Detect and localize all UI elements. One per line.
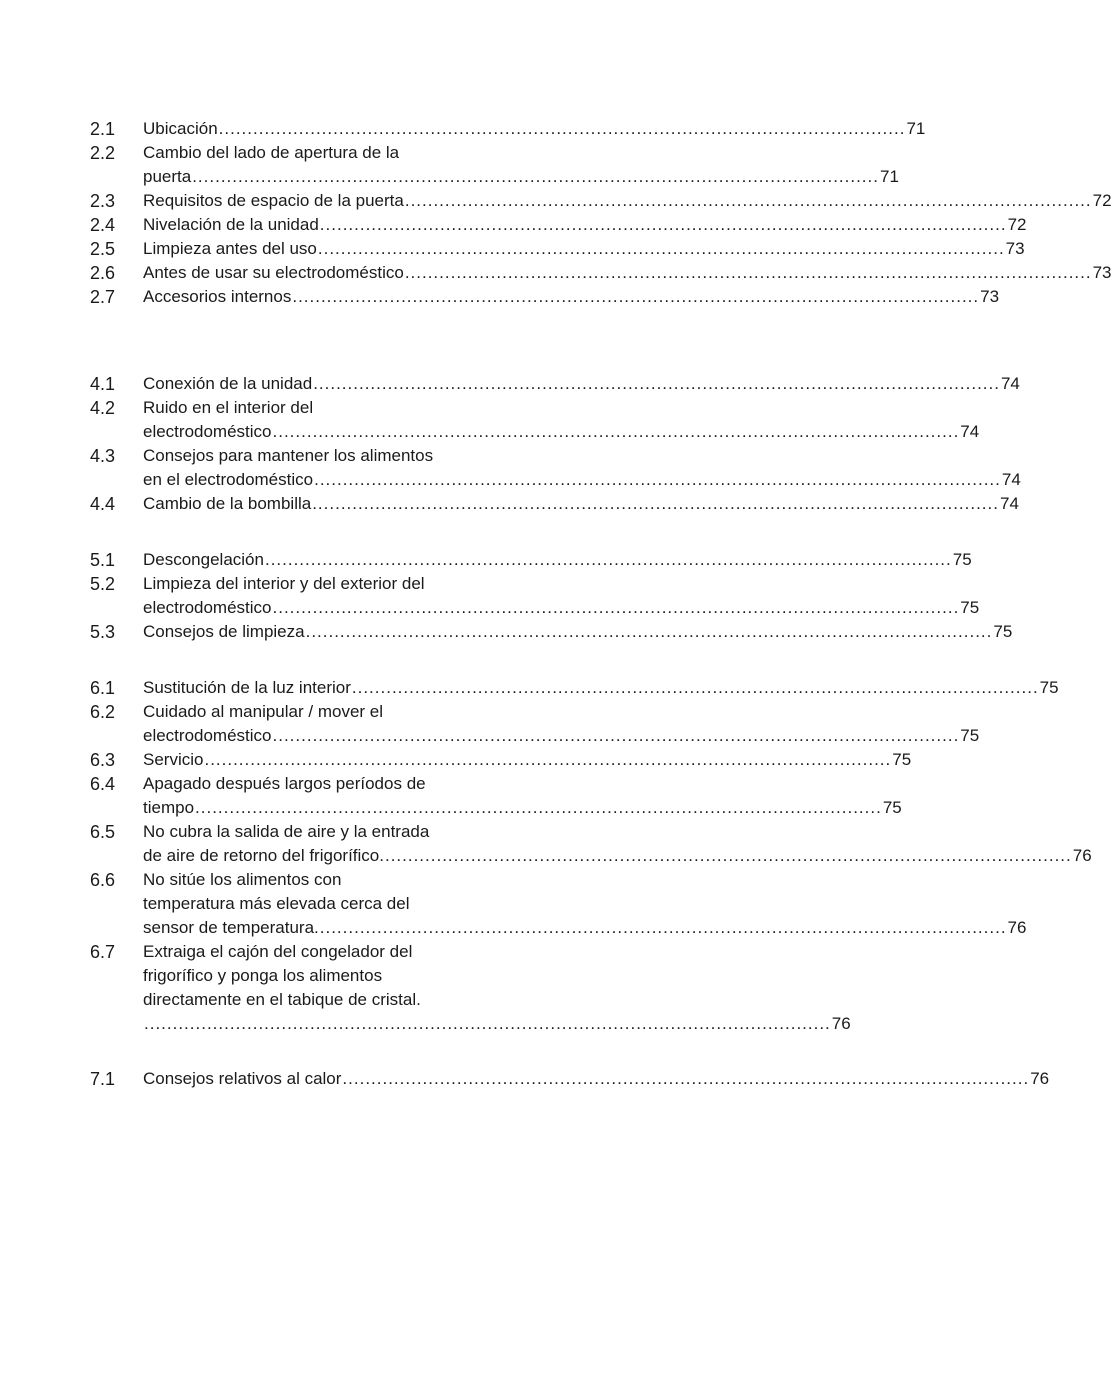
entry-title bbox=[143, 820, 1092, 868]
dot-leader: ........................................................................................................................ bbox=[384, 846, 1072, 865]
title-line bbox=[143, 548, 972, 572]
title-line bbox=[143, 796, 902, 820]
title-line: Apagado después largos períodos de bbox=[143, 774, 426, 793]
title-line bbox=[143, 676, 1059, 700]
section-number: 4.3 bbox=[90, 446, 116, 466]
section-number: 6.1 bbox=[90, 678, 116, 698]
title-text: electrodoméstico bbox=[143, 598, 272, 617]
title-line bbox=[143, 492, 1019, 516]
title-text: Consejos de limpieza bbox=[143, 622, 305, 641]
page-number: 73 bbox=[1092, 263, 1112, 282]
title-line: Cambio del lado de apertura de la bbox=[143, 143, 400, 162]
dot-leader: ........................................................................................................................ bbox=[314, 470, 1001, 489]
page-number: 73 bbox=[980, 287, 1000, 306]
dot-leader: ........................................................................................................................ bbox=[312, 494, 999, 513]
title-text: Accesorios internos bbox=[143, 287, 292, 306]
page-number: 72 bbox=[1092, 191, 1112, 210]
page-number: 74 bbox=[1001, 470, 1021, 489]
page-number: 75 bbox=[892, 750, 912, 769]
title-line bbox=[143, 724, 980, 748]
page-number: 75 bbox=[960, 726, 980, 745]
dot-leader: ........................................................................................................................ bbox=[319, 215, 1007, 234]
page-number: 74 bbox=[999, 494, 1019, 513]
section-number: 4.2 bbox=[90, 398, 116, 418]
section-number: 5.2 bbox=[90, 574, 116, 594]
entry-title bbox=[143, 261, 1112, 285]
dot-leader: ........................................................................................................................ bbox=[272, 726, 960, 745]
title-text: Ubicación bbox=[143, 119, 218, 138]
dot-leader: ........................................................................................................................ bbox=[292, 287, 980, 306]
page-number: 75 bbox=[882, 798, 902, 817]
dot-leader: ........................................................................................................................ bbox=[144, 1014, 831, 1033]
section-number: 6.5 bbox=[90, 822, 116, 842]
title-line bbox=[143, 468, 1021, 492]
entry-title bbox=[143, 117, 926, 141]
title-text: electrodoméstico bbox=[143, 726, 272, 745]
title-line bbox=[143, 189, 1112, 213]
entry-title bbox=[143, 213, 1027, 237]
page-number: 74 bbox=[960, 422, 980, 441]
page-number: 73 bbox=[1005, 239, 1025, 258]
entry-title bbox=[143, 189, 1112, 213]
title-text: Sustitución de la luz interior bbox=[143, 678, 351, 697]
title-line: Ruido en el interior del bbox=[143, 398, 314, 417]
title-text: de aire de retorno del frigorífico. bbox=[143, 846, 384, 865]
dot-leader: ........................................................................................................................ bbox=[351, 678, 1039, 697]
title-text: Requisitos de espacio de la puerta bbox=[143, 191, 404, 210]
title-line bbox=[143, 117, 926, 141]
page-number: 75 bbox=[960, 598, 980, 617]
dot-leader: ........................................................................................................................ bbox=[319, 918, 1007, 937]
entry-title bbox=[143, 748, 912, 772]
title-line bbox=[143, 372, 1020, 396]
entry-title bbox=[143, 285, 1000, 309]
title-text: sensor de temperatura. bbox=[143, 918, 319, 937]
title-line bbox=[143, 237, 1025, 261]
title-line bbox=[143, 165, 899, 189]
title-line bbox=[143, 285, 1000, 309]
entry-title bbox=[143, 940, 851, 1036]
title-text: Consejos relativos al calor bbox=[143, 1069, 342, 1088]
title-line bbox=[143, 420, 980, 444]
title-line bbox=[143, 916, 1027, 940]
entry-title bbox=[143, 620, 1013, 644]
entry-title bbox=[143, 676, 1059, 700]
title-line: frigorífico y ponga los alimentos bbox=[143, 966, 383, 985]
dot-leader: ........................................................................................................................ bbox=[272, 598, 960, 617]
section-number: 2.3 bbox=[90, 191, 116, 211]
page-number: 71 bbox=[879, 167, 899, 186]
title-line: No cubra la salida de aire y la entrada bbox=[143, 822, 430, 841]
title-line: No sitúe los alimentos con bbox=[143, 870, 342, 889]
title-line: Limpieza del interior y del exterior del bbox=[143, 574, 425, 593]
section-number: 6.4 bbox=[90, 774, 116, 794]
title-line: temperatura más elevada cerca del bbox=[143, 894, 410, 913]
title-text: Antes de usar su electrodoméstico bbox=[143, 263, 404, 282]
page-number: 76 bbox=[1072, 846, 1092, 865]
dot-leader: ........................................................................................................................ bbox=[204, 750, 892, 769]
section-number: 6.3 bbox=[90, 750, 116, 770]
title-text: Servicio bbox=[143, 750, 204, 769]
title-line bbox=[143, 213, 1027, 237]
entry-title bbox=[143, 868, 1027, 940]
title-line bbox=[143, 844, 1092, 868]
entry-title bbox=[143, 772, 902, 820]
entry-title bbox=[143, 237, 1025, 261]
page-number: 71 bbox=[906, 119, 926, 138]
section-number: 2.2 bbox=[90, 143, 116, 163]
entry-title bbox=[143, 572, 980, 620]
dot-leader: ........................................................................................................................ bbox=[272, 422, 960, 441]
section-number: 6.7 bbox=[90, 942, 116, 962]
dot-leader: ........................................................................................................................ bbox=[317, 239, 1005, 258]
page-number: 75 bbox=[952, 550, 972, 569]
section-number: 2.4 bbox=[90, 215, 116, 235]
title-line bbox=[143, 748, 912, 772]
title-line bbox=[143, 1012, 851, 1036]
title-line bbox=[143, 596, 980, 620]
section-number: 6.2 bbox=[90, 702, 116, 722]
dot-leader: ........................................................................................................................ bbox=[195, 798, 882, 817]
title-line bbox=[143, 261, 1112, 285]
dot-leader: ........................................................................................................................ bbox=[404, 263, 1092, 282]
section-number: 2.7 bbox=[90, 287, 116, 307]
page-number: 76 bbox=[831, 1014, 851, 1033]
title-line: Consejos para mantener los alimentos bbox=[143, 446, 434, 465]
title-text: Nivelación de la unidad bbox=[143, 215, 319, 234]
title-text: electrodoméstico bbox=[143, 422, 272, 441]
entry-title bbox=[143, 548, 972, 572]
title-text: en el electrodoméstico bbox=[143, 470, 314, 489]
title-line: Extraiga el cajón del congelador del bbox=[143, 942, 413, 961]
title-text: Descongelación bbox=[143, 550, 264, 569]
section-number: 2.6 bbox=[90, 263, 116, 283]
entry-title bbox=[143, 700, 980, 748]
dot-leader: ........................................................................................................................ bbox=[305, 622, 993, 641]
page-number: 76 bbox=[1007, 918, 1027, 937]
title-text: tiempo bbox=[143, 798, 195, 817]
title-line: directamente en el tabique de cristal. bbox=[143, 990, 421, 1009]
page-number: 74 bbox=[1000, 374, 1020, 393]
entry-title bbox=[143, 1067, 1050, 1091]
section-number: 2.5 bbox=[90, 239, 116, 259]
page-number: 76 bbox=[1030, 1069, 1050, 1088]
page-number: 75 bbox=[993, 622, 1013, 641]
dot-leader: ........................................................................................................................ bbox=[192, 167, 879, 186]
title-line bbox=[143, 1067, 1050, 1091]
entry-title bbox=[143, 492, 1019, 516]
title-line bbox=[143, 620, 1013, 644]
section-number: 2.1 bbox=[90, 119, 116, 139]
section-number: 7.1 bbox=[90, 1069, 116, 1089]
page-number: 72 bbox=[1007, 215, 1027, 234]
title-line: Cuidado al manipular / mover el bbox=[143, 702, 384, 721]
section-number: 4.4 bbox=[90, 494, 116, 514]
entry-title bbox=[143, 141, 899, 189]
dot-leader: ........................................................................................................................ bbox=[313, 374, 1000, 393]
title-text: Limpieza antes del uso bbox=[143, 239, 317, 258]
title-text: puerta bbox=[143, 167, 192, 186]
title-text: Conexión de la unidad bbox=[143, 374, 313, 393]
entry-title bbox=[143, 396, 980, 444]
section-number: 6.6 bbox=[90, 870, 116, 890]
dot-leader: ........................................................................................................................ bbox=[264, 550, 952, 569]
section-number: 5.3 bbox=[90, 622, 116, 642]
entry-title bbox=[143, 444, 1021, 492]
dot-leader: ........................................................................................................................ bbox=[342, 1069, 1030, 1088]
dot-leader: ........................................................................................................................ bbox=[404, 191, 1092, 210]
page-number: 75 bbox=[1039, 678, 1059, 697]
section-number: 5.1 bbox=[90, 550, 116, 570]
section-number: 4.1 bbox=[90, 374, 116, 394]
entry-title bbox=[143, 372, 1020, 396]
dot-leader: ........................................................................................................................ bbox=[218, 119, 906, 138]
title-text: Cambio de la bombilla bbox=[143, 494, 312, 513]
